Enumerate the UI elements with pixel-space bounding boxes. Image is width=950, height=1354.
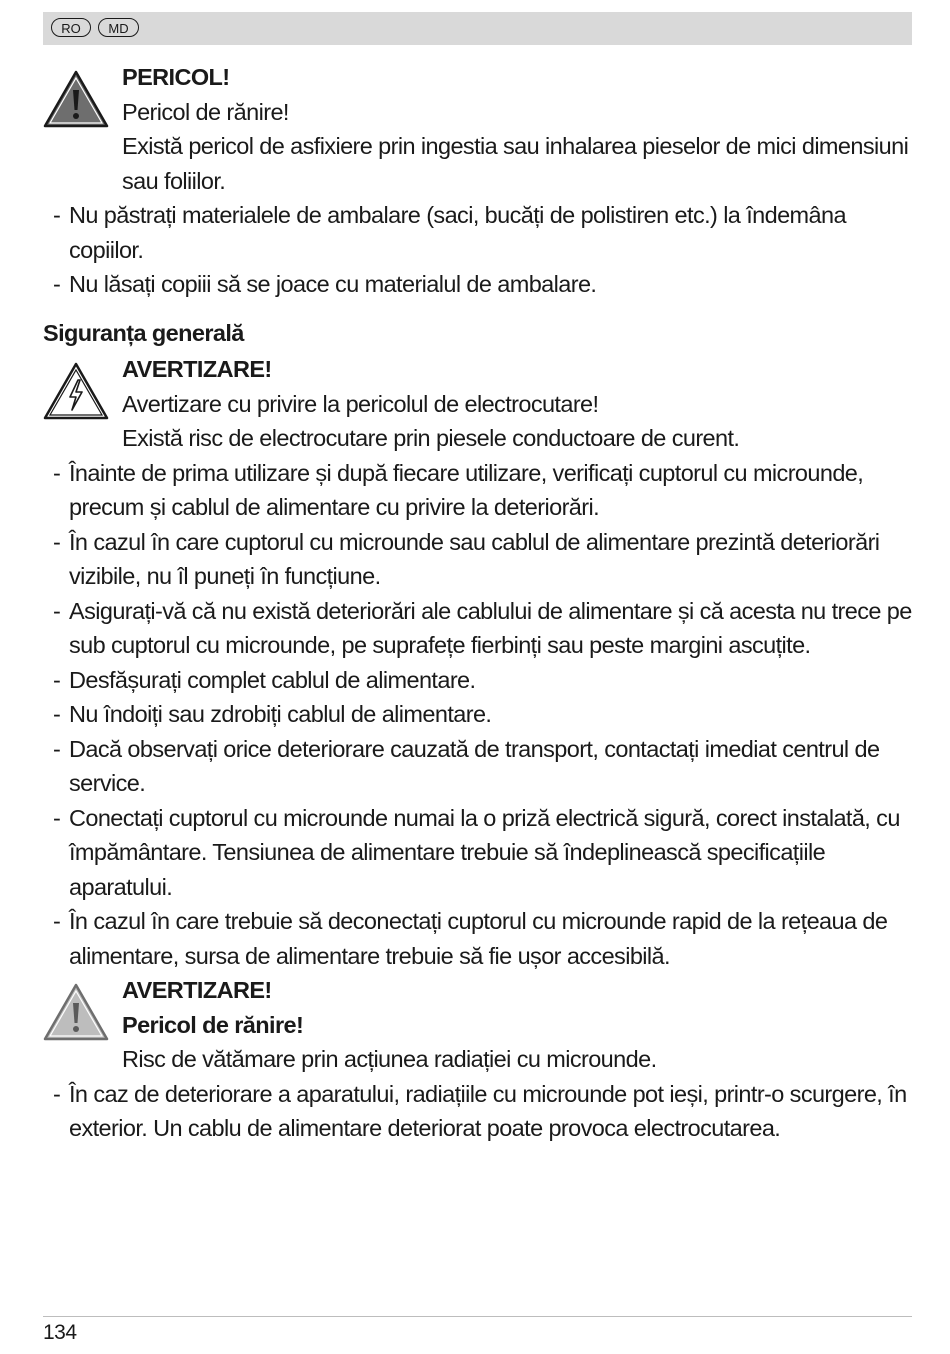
list-item: - Nu lăsați copiii să se joace cu materialul de ambalare. [53, 271, 597, 297]
instruction-list [43, 198, 912, 302]
list-item: - Nu păstrați materialele de ambalare (saci, bucăți de polistiren etc.) la îndemâna copiilor. [53, 202, 846, 263]
instruction-list [43, 1077, 912, 1146]
list-item: - Dacă observați orice deteriorare cauzată de transport, contactați imediat centrul de service. [53, 735, 880, 796]
page-number: 134 [43, 1321, 77, 1344]
caution-warning [43, 973, 912, 1077]
lang-code-md: MD [98, 18, 139, 37]
list-item: - Conectați cuptorul cu microunde numai la o priză electrică sigură, corect instalată, cu împământare. Tensiunea de alimentare trebuie să îndeplinească specificațiile aparatului. [53, 804, 900, 900]
page-content [43, 60, 912, 1146]
list-item: - Nu îndoiți sau zdrobiți cablul de alimentare. [53, 701, 492, 727]
instruction-list [43, 456, 912, 974]
list-item: - Desfășurați complet cablul de alimentare. [53, 666, 476, 693]
warning-text: Există pericol de asfixiere prin ingestia sau inhalarea pieselor de mici dimensiuni sau foliilor. [122, 133, 909, 194]
exclamation-warning-icon [43, 70, 109, 128]
warning-title: PERICOL! [122, 64, 230, 90]
list-item: - În cazul în care trebuie să deconectați cuptorul cu microunde rapid de la rețeaua de alimentare, sursa de alimentare trebuie să fie ușor accesibilă. [53, 908, 888, 969]
list-item: - Înainte de prima utilizare și după fiecare utilizare, verificați cuptorul cu microunde, precum și cablul de alimentare cu privire la deteriorări. [53, 459, 864, 520]
warning-text: Risc de vătămare prin acțiunea radiației cu microunde. [122, 1046, 657, 1072]
high-voltage-warning-icon [43, 362, 109, 420]
list-item: - În cazul în care cuptorul cu microunde sau cablul de alimentare prezintă deteriorări vizibile, nu îl puneți în funcțiune. [53, 528, 880, 589]
exclamation-caution-icon [43, 983, 109, 1041]
lang-code-ro: RO [51, 18, 91, 37]
warning-subtitle: Pericol de rănire! [122, 98, 289, 125]
danger-warning [43, 60, 912, 198]
header-bar [43, 12, 912, 45]
warning-subtitle: Avertizare cu privire la pericolul de electrocutare! [122, 390, 599, 417]
warning-text: Există risc de electrocutare prin piesele conductoare de curent. [122, 425, 740, 451]
warning-title: AVERTIZARE! [122, 977, 272, 1003]
footer-divider [43, 1316, 912, 1317]
warning-subtitle: Pericol de rănire! [122, 1011, 304, 1038]
section-heading: Siguranța generală [43, 319, 244, 346]
list-item: - În caz de deteriorare a aparatului, radiațiile cu microunde pot ieși, printr-o scurgere, în exterior. Un cablu de alimentare deteriorat poate provoca electrocutarea. [53, 1080, 907, 1141]
electric-warning [43, 352, 912, 456]
warning-title: AVERTIZARE! [122, 356, 272, 382]
list-item: - Asigurați-vă că nu există deteriorări ale cablului de alimentare și că acesta nu trece pe sub cuptorul cu microunde, pe suprafețe fierbinți sau peste margini ascuțite. [53, 597, 912, 658]
